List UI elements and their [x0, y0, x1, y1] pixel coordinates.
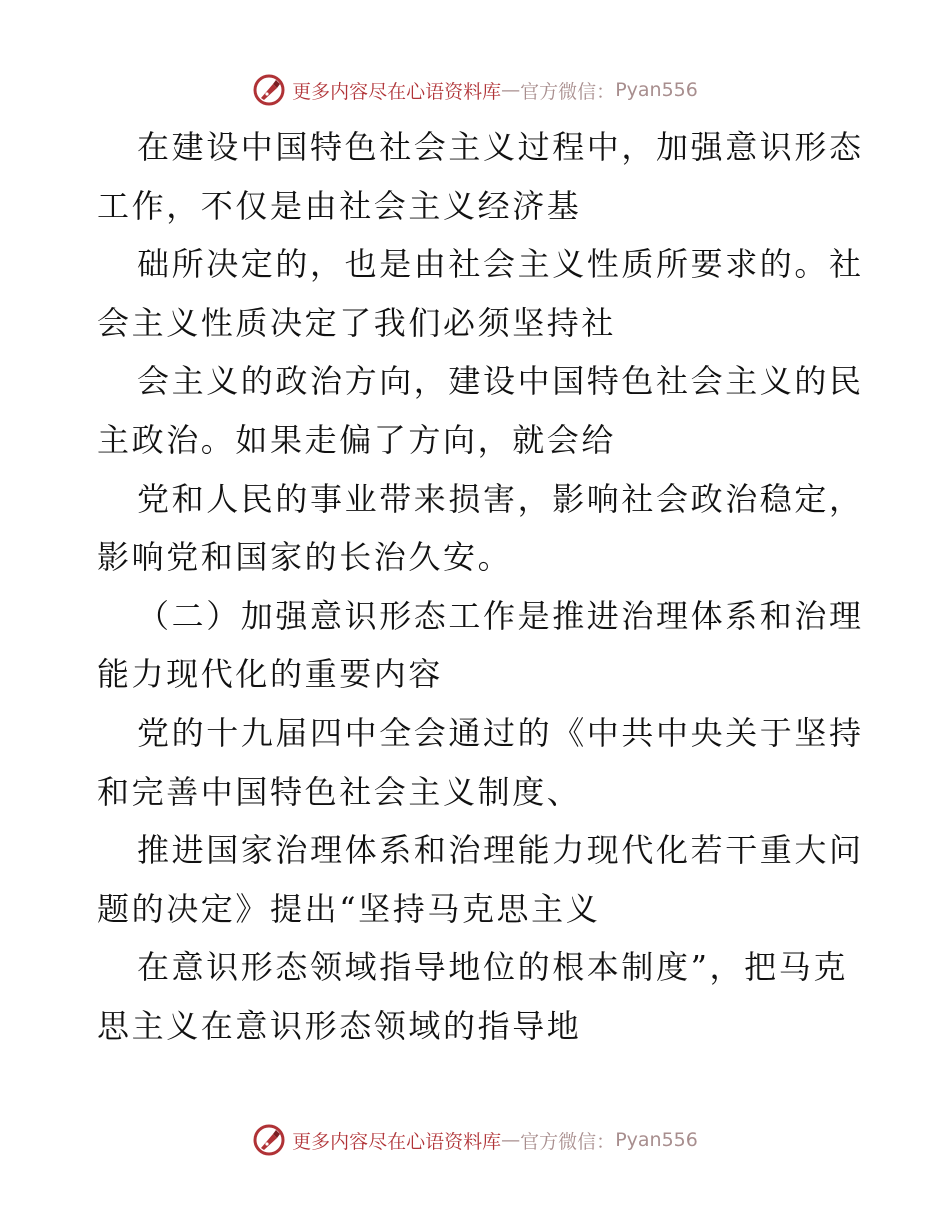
body-line: 会主义的政治方向，建设中国特色社会主义的民 — [137, 362, 864, 401]
banner-wechat-id: Pyan556 — [615, 79, 698, 101]
section-heading: （二）加强意识形态工作是推进治理体系和治理 — [137, 596, 864, 635]
pen-nib-logo-icon — [252, 73, 286, 107]
banner-wechat-label: 官方微信： — [520, 1130, 616, 1153]
body-line: 思主义在意识形态领域的指导地 — [97, 1006, 582, 1045]
body-line: 影响党和国家的长治久安。 — [97, 538, 513, 577]
banner-dash: — — [501, 1129, 521, 1151]
body-line: 在意识形态领域指导地位的根本制度”，把马克 — [137, 948, 848, 987]
banner-slogan: 更多内容尽在心语资料库 — [292, 80, 502, 103]
body-line: 题的决定》提出“坚持马克思主义 — [97, 889, 601, 928]
banner-wechat-label: 官方微信： — [520, 80, 616, 103]
body-line: 和完善中国特色社会主义制度、 — [97, 772, 582, 811]
banner-slogan: 更多内容尽在心语资料库 — [292, 1130, 502, 1153]
body-line: 会主义性质决定了我们必须坚持社 — [97, 303, 617, 342]
body-line: 工作，不仅是由社会主义经济基 — [97, 186, 582, 225]
section-heading-cont: 能力现代化的重要内容 — [97, 655, 444, 694]
body-line: 党和人民的事业带来损害，影响社会政治稳定， — [137, 479, 864, 518]
body-line: 础所决定的，也是由社会主义性质所要求的。社 — [137, 245, 864, 284]
footer-banner — [0, 1120, 950, 1160]
header-banner — [0, 70, 950, 110]
body-line: 主政治。如果走偏了方向，就会给 — [97, 420, 617, 459]
body-line: 推进国家治理体系和治理能力现代化若干重大问 — [137, 831, 864, 870]
banner-dash: — — [501, 79, 521, 101]
banner-wechat-id: Pyan556 — [615, 1129, 698, 1151]
document-body — [97, 118, 864, 1056]
body-line: 党的十九届四中全会通过的《中共中央关于坚持 — [137, 713, 864, 752]
body-line: 在建设中国特色社会主义过程中，加强意识形态 — [137, 128, 864, 166]
pen-nib-logo-icon — [252, 1123, 286, 1157]
